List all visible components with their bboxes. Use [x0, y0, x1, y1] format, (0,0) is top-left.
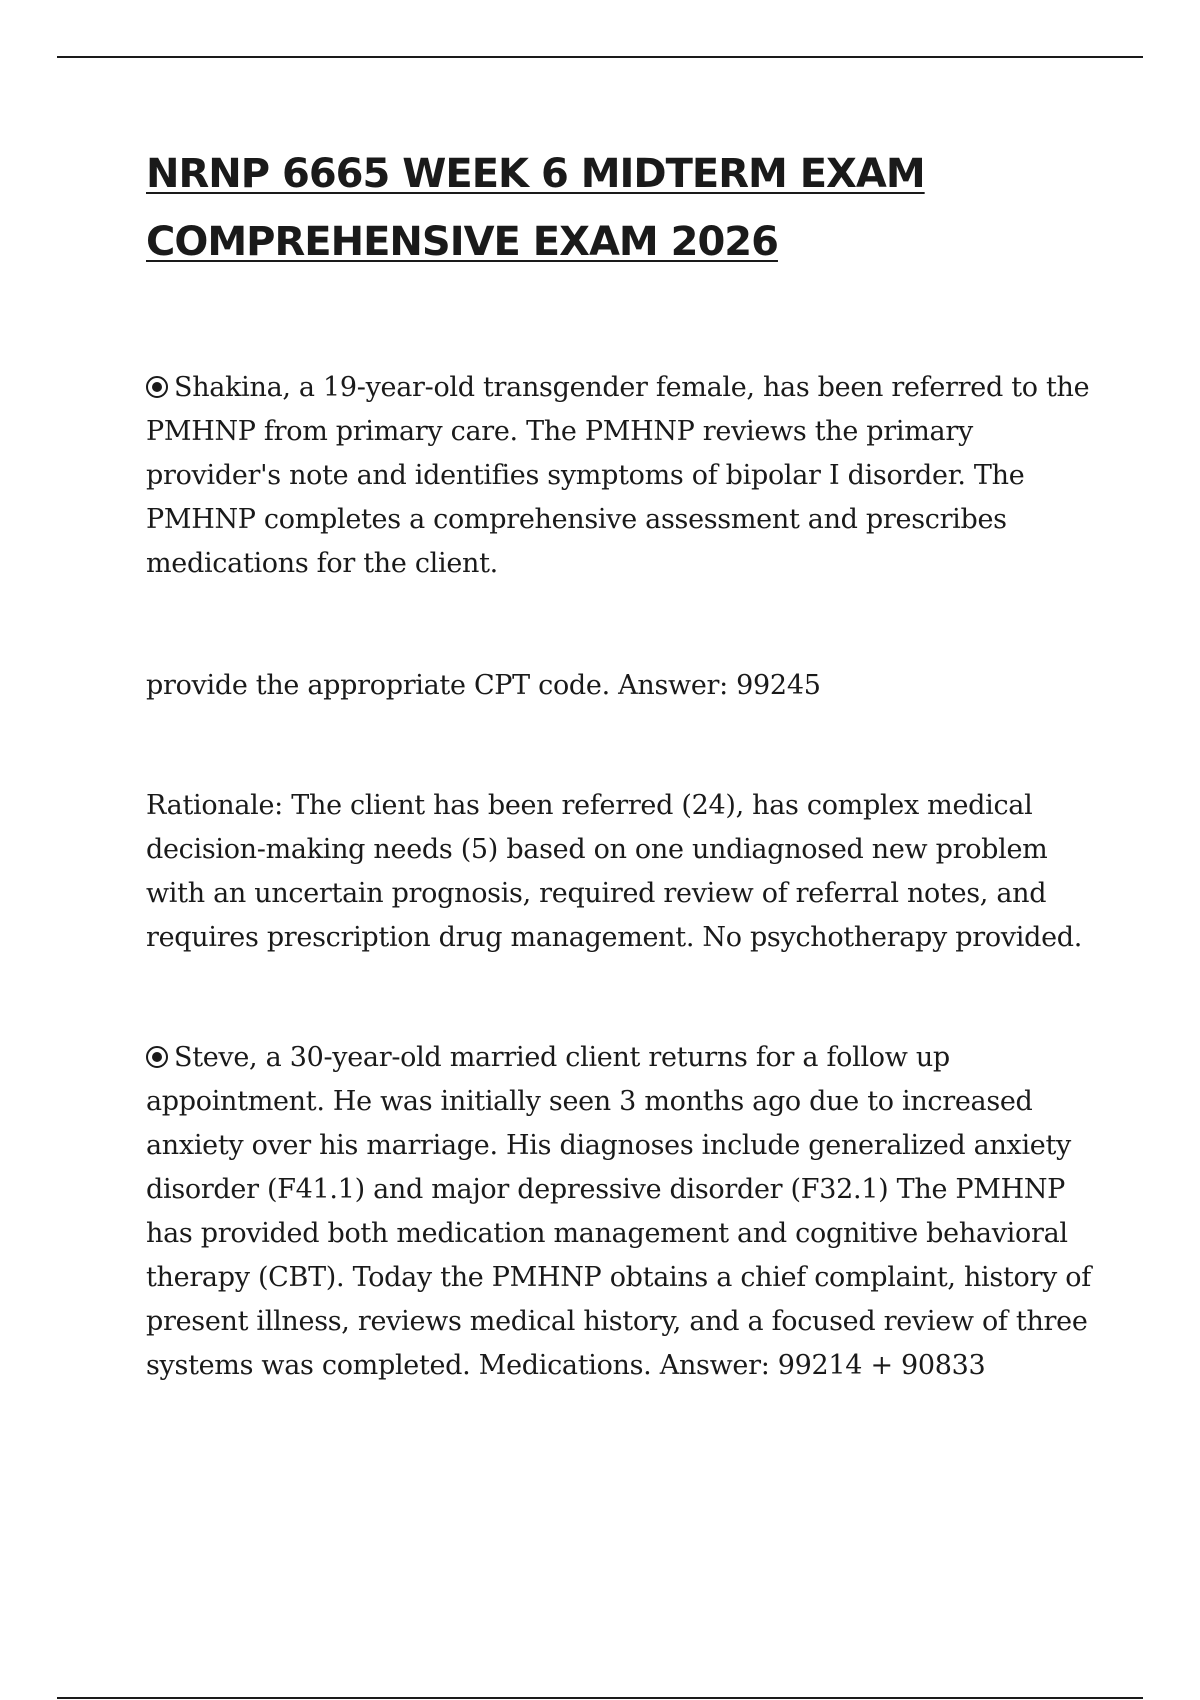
page-content [146, 140, 1106, 1388]
document-title [146, 140, 1106, 276]
bottom-rule [57, 1697, 1143, 1699]
question-1-rationale: Rationale: The client has been referred (24), has complex medical decision-making needs (5) based on one undiagnosed new problem with an uncertain prognosis, required review of referral notes, and requires prescription drug management. No psychotherapy provided. [146, 790, 1083, 953]
radio-bullet-icon [146, 376, 168, 398]
radio-bullet-icon [146, 1046, 168, 1068]
question-2-text: Steve, a 30-year-old married client returns for a follow up appointment. He was initially seen 3 months ago due to increased anxiety over his marriage. His diagnoses include generalized anxiety disorder (F41.1) and major depressive disorder (F32.1) The PMHNP has provided both medication management and cognitive behavioral therapy (CBT). Today the PMHNP obtains a chief complaint, history of present illness, reviews medical history, and a focused review of three systems was completed. Medications. Answer: 99214 + 90833 [146, 1042, 1091, 1381]
question-1 [146, 366, 1106, 586]
question-1-prompt: provide the appropriate CPT code. Answer: 99245 [146, 670, 821, 701]
title-line-1: NRNP 6665 WEEK 6 MIDTERM EXAM [146, 151, 925, 197]
question-2 [146, 1036, 1106, 1388]
top-rule [57, 56, 1143, 58]
question-1-text: Shakina, a 19-year-old transgender female, has been referred to the PMHNP from primary care. The PMHNP reviews the primary provider's note and identifies symptoms of bipolar I disorder. The PMHNP completes a comprehensive assessment and prescribes medications for the client. [146, 372, 1090, 579]
title-line-2: COMPREHENSIVE EXAM 2026 [146, 219, 778, 265]
